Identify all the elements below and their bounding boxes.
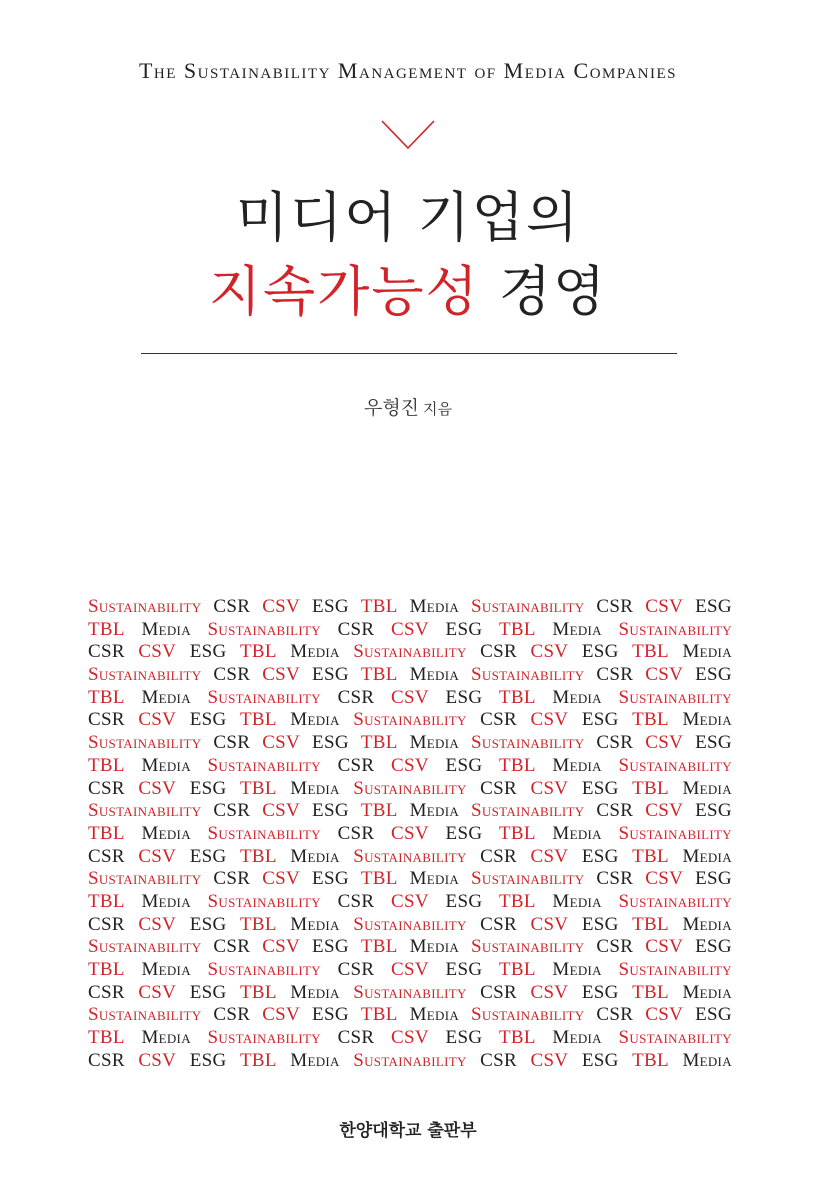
keyword-media: Media [552,618,602,640]
keyword-csv: CSV [645,936,684,958]
keyword-media: Media [141,754,191,776]
keyword-csr: CSR [88,981,125,1003]
keyword-esg: ESG [581,981,619,1003]
keyword-sustainability: Sustainability [353,981,467,1003]
keyword-row [88,891,732,914]
keyword-row [88,868,732,891]
keyword-row [88,914,732,937]
keyword-row [88,1027,732,1050]
keyword-esg: ESG [312,596,349,617]
keyword-esg: ESG [695,664,732,686]
keyword-tbl: TBL [360,1004,398,1026]
keyword-esg: ESG [189,777,227,799]
keyword-media: Media [682,913,732,935]
keyword-esg: ESG [189,981,227,1003]
keyword-tbl: TBL [360,664,398,686]
author-name: 우형진 [363,397,420,419]
keyword-csv: CSV [645,732,684,754]
keyword-csr: CSR [213,1004,251,1026]
keyword-tbl: TBL [632,981,669,1003]
keyword-sustainability: Sustainability [88,800,202,822]
keyword-csv: CSV [530,913,569,935]
keyword-media: Media [290,913,340,935]
keyword-media: Media [552,754,602,776]
keyword-sustainability: Sustainability [618,686,732,708]
keyword-csr: CSR [213,596,251,617]
keyword-csv: CSV [645,596,684,617]
keyword-csv: CSV [138,845,177,867]
keyword-esg: ESG [312,664,349,686]
keyword-esg: ESG [581,913,619,935]
keyword-csv: CSV [391,686,429,708]
keyword-tbl: TBL [88,618,125,640]
keyword-tbl: TBL [240,981,277,1003]
keyword-csr: CSR [337,959,375,980]
keyword-media: Media [141,686,191,708]
keyword-row [88,778,732,801]
keyword-sustainability: Sustainability [471,1004,585,1026]
keyword-tbl: TBL [240,845,277,867]
keyword-esg: ESG [695,732,732,754]
keyword-csr: CSR [88,641,125,663]
keyword-sustainability: Sustainability [618,1027,732,1049]
keyword-csv: CSV [262,936,301,958]
keyword-csv: CSV [391,1027,429,1049]
keyword-esg: ESG [581,777,619,799]
keyword-tbl: TBL [498,890,536,912]
keyword-media: Media [290,641,340,663]
keyword-media: Media [682,641,732,663]
keyword-csr: CSR [88,913,125,935]
keyword-media: Media [290,1049,340,1071]
keyword-tbl: TBL [88,822,125,844]
keyword-csr: CSR [480,709,517,731]
keyword-row [88,619,732,642]
keyword-csv: CSV [138,709,177,731]
keyword-sustainability: Sustainability [353,913,467,935]
keyword-row [88,596,732,619]
keyword-csv: CSV [530,641,569,663]
keyword-esg: ESG [312,936,349,958]
keyword-tbl: TBL [498,822,536,844]
keyword-tbl: TBL [632,845,669,867]
keyword-csr: CSR [596,732,634,754]
keyword-sustainability: Sustainability [88,1004,202,1026]
keyword-csr: CSR [596,936,634,958]
keyword-media: Media [682,981,732,1003]
keyword-csv: CSV [530,777,569,799]
keyword-csv: CSV [262,596,301,617]
keyword-esg: ESG [695,936,732,958]
divider-rule [141,353,677,354]
keyword-sustainability: Sustainability [618,618,732,640]
keyword-esg: ESG [445,822,483,844]
keyword-esg: ESG [189,1049,227,1071]
keyword-media: Media [290,981,340,1003]
keyword-tbl: TBL [360,732,398,754]
keyword-sustainability: Sustainability [618,822,732,844]
keyword-tbl: TBL [632,1049,669,1071]
keyword-csr: CSR [337,686,375,708]
keyword-media: Media [682,845,732,867]
keyword-tbl: TBL [360,868,398,890]
keyword-media: Media [409,1004,460,1026]
keyword-media: Media [141,890,191,912]
keyword-csv: CSV [262,800,301,822]
keyword-csr: CSR [596,800,634,822]
keyword-esg: ESG [445,618,483,640]
title-line-1: 미디어 기업의 [235,186,581,249]
keyword-media: Media [409,800,460,822]
keyword-csv: CSV [138,777,177,799]
keyword-tbl: TBL [360,800,398,822]
keyword-pattern [88,596,732,1072]
keyword-row [88,846,732,869]
keyword-sustainability: Sustainability [207,822,321,844]
keyword-sustainability: Sustainability [618,959,732,980]
keyword-tbl: TBL [88,959,125,980]
keyword-csr: CSR [213,664,251,686]
keyword-csv: CSV [262,1004,301,1026]
keyword-row [88,709,732,732]
keyword-row [88,732,732,755]
keyword-sustainability: Sustainability [207,959,321,980]
keyword-csr: CSR [88,709,125,731]
keyword-tbl: TBL [240,709,277,731]
english-subtitle: The Sustainability Management of Media Companies [138,58,678,83]
keyword-csv: CSV [138,913,177,935]
keyword-csr: CSR [88,777,125,799]
keyword-csv: CSV [530,1049,569,1071]
keyword-sustainability: Sustainability [207,618,321,640]
keyword-csv: CSV [530,845,569,867]
keyword-sustainability: Sustainability [88,868,202,890]
title-line-2 [0,262,816,322]
keyword-tbl: TBL [88,890,125,912]
keyword-csr: CSR [596,868,634,890]
keyword-esg: ESG [695,1004,732,1026]
keyword-csr: CSR [88,1049,125,1071]
keyword-tbl: TBL [498,754,536,776]
keyword-csv: CSV [645,868,684,890]
keyword-csv: CSV [530,709,569,731]
keyword-esg: ESG [581,845,619,867]
keyword-csv: CSV [391,618,429,640]
keyword-tbl: TBL [632,777,669,799]
keyword-csr: CSR [480,641,517,663]
keyword-esg: ESG [695,596,732,617]
author-role: 지음 [423,400,453,418]
keyword-esg: ESG [445,754,483,776]
keyword-csr: CSR [480,845,517,867]
keyword-csr: CSR [213,868,251,890]
keyword-csr: CSR [480,1049,517,1071]
keyword-sustainability: Sustainability [88,596,202,617]
keyword-csr: CSR [480,913,517,935]
keyword-csv: CSV [645,800,684,822]
keyword-media: Media [552,1027,602,1049]
keyword-media: Media [409,596,460,617]
keyword-sustainability: Sustainability [618,754,732,776]
keyword-tbl: TBL [88,686,125,708]
keyword-media: Media [409,732,460,754]
keyword-esg: ESG [445,686,483,708]
keyword-tbl: TBL [632,641,669,663]
keyword-csr: CSR [480,981,517,1003]
keyword-csr: CSR [596,1004,634,1026]
keyword-csv: CSV [138,641,177,663]
keyword-media: Media [682,777,732,799]
keyword-media: Media [409,868,460,890]
keyword-row [88,641,732,664]
keyword-csv: CSV [262,664,301,686]
keyword-media: Media [141,1027,191,1049]
keyword-esg: ESG [189,641,227,663]
keyword-csr: CSR [337,890,375,912]
keyword-sustainability: Sustainability [207,1027,321,1049]
keyword-tbl: TBL [240,1049,277,1071]
keyword-sustainability: Sustainability [471,732,585,754]
keyword-esg: ESG [189,845,227,867]
author-line [0,393,816,420]
keyword-tbl: TBL [240,913,277,935]
keyword-sustainability: Sustainability [88,732,202,754]
keyword-sustainability: Sustainability [353,641,467,663]
keyword-csr: CSR [88,845,125,867]
keyword-sustainability: Sustainability [471,800,585,822]
keyword-media: Media [141,959,191,980]
keyword-sustainability: Sustainability [88,664,202,686]
keyword-tbl: TBL [498,618,536,640]
keyword-csr: CSR [337,618,375,640]
keyword-tbl: TBL [360,596,398,617]
keyword-sustainability: Sustainability [207,686,321,708]
keyword-row [88,755,732,778]
keyword-csv: CSV [391,890,429,912]
keyword-csr: CSR [213,800,251,822]
keyword-sustainability: Sustainability [471,664,585,686]
keyword-csr: CSR [213,936,251,958]
keyword-esg: ESG [312,800,349,822]
keyword-media: Media [552,890,602,912]
keyword-esg: ESG [312,1004,349,1026]
keyword-esg: ESG [695,800,732,822]
keyword-sustainability: Sustainability [353,845,467,867]
keyword-media: Media [290,709,340,731]
keyword-tbl: TBL [632,913,669,935]
keyword-row [88,1050,732,1073]
keyword-csv: CSV [138,981,177,1003]
chevron-down-icon [380,118,436,152]
title-accent: 지속가능성 [208,260,480,323]
keyword-row [88,664,732,687]
publisher-name: 한양대학교 출판부 [339,1121,477,1141]
keyword-csv: CSV [391,959,429,980]
keyword-row [88,982,732,1005]
keyword-sustainability: Sustainability [618,890,732,912]
keyword-tbl: TBL [240,777,277,799]
keyword-tbl: TBL [498,686,536,708]
keyword-csr: CSR [337,822,375,844]
keyword-csv: CSV [262,868,301,890]
keyword-media: Media [552,822,602,844]
keyword-csr: CSR [213,732,251,754]
keyword-esg: ESG [189,913,227,935]
keyword-tbl: TBL [88,754,125,776]
keyword-row [88,1004,732,1027]
keyword-row [88,823,732,846]
keyword-csv: CSV [391,754,429,776]
keyword-tbl: TBL [498,959,536,980]
keyword-csv: CSV [262,732,301,754]
keyword-csr: CSR [596,664,634,686]
keyword-sustainability: Sustainability [471,936,585,958]
keyword-csv: CSV [530,981,569,1003]
keyword-csv: CSV [645,664,684,686]
keyword-media: Media [290,845,340,867]
title-rest: 경영 [479,260,608,323]
keyword-sustainability: Sustainability [207,754,321,776]
keyword-media: Media [552,959,602,980]
keyword-media: Media [409,664,460,686]
keyword-sustainability: Sustainability [471,868,585,890]
keyword-media: Media [290,777,340,799]
keyword-esg: ESG [312,868,349,890]
keyword-sustainability: Sustainability [353,1049,467,1071]
keyword-tbl: TBL [360,936,398,958]
keyword-esg: ESG [581,709,619,731]
keyword-tbl: TBL [632,709,669,731]
keyword-esg: ESG [189,709,227,731]
keyword-csr: CSR [596,596,634,617]
keyword-media: Media [141,618,191,640]
keyword-tbl: TBL [498,1027,536,1049]
keyword-esg: ESG [312,732,349,754]
keyword-media: Media [552,686,602,708]
keyword-media: Media [682,709,732,731]
keyword-csv: CSV [645,1004,684,1026]
keyword-csr: CSR [480,777,517,799]
keyword-sustainability: Sustainability [88,936,202,958]
keyword-sustainability: Sustainability [353,777,467,799]
keyword-csr: CSR [337,754,375,776]
keyword-esg: ESG [445,890,483,912]
keyword-esg: ESG [445,1027,483,1049]
keyword-row [88,936,732,959]
keyword-media: Media [141,822,191,844]
keyword-row [88,687,732,710]
keyword-esg: ESG [695,868,732,890]
keyword-tbl: TBL [88,1027,125,1049]
keyword-sustainability: Sustainability [207,890,321,912]
keyword-row [88,800,732,823]
keyword-esg: ESG [581,641,619,663]
keyword-sustainability: Sustainability [353,709,467,731]
keyword-row [88,959,732,982]
keyword-csv: CSV [391,822,429,844]
keyword-tbl: TBL [240,641,277,663]
keyword-esg: ESG [445,959,483,980]
keyword-csv: CSV [138,1049,177,1071]
keyword-media: Media [409,936,460,958]
keyword-sustainability: Sustainability [471,596,585,617]
keyword-csr: CSR [337,1027,375,1049]
keyword-esg: ESG [581,1049,619,1071]
keyword-media: Media [682,1049,732,1071]
